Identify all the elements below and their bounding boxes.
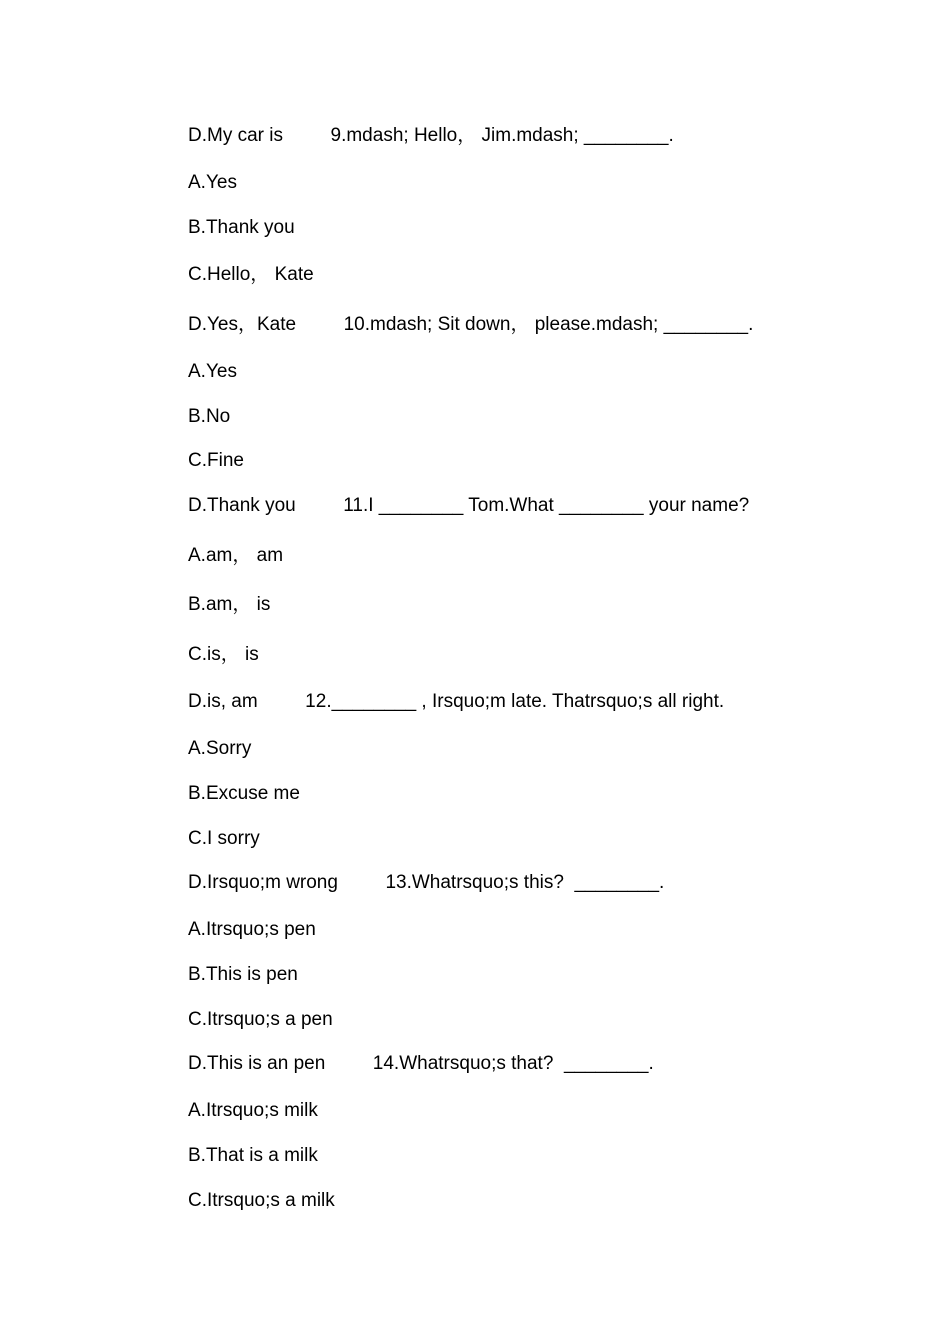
option-line: C.Itrsquo;s a milk <box>188 1190 335 1211</box>
option-line: A.Itrsquo;s milk <box>188 1100 318 1121</box>
option-line: C.Itrsquo;s a pen <box>188 1009 333 1030</box>
question-12-line: D.is, am 12.________ , Irsquo;m late. Thatrsquo;s all right. <box>188 691 725 712</box>
option-line: B.Excuse me <box>188 783 300 804</box>
option-line: A.Sorry <box>188 738 252 759</box>
option-line: B.Thank you <box>188 217 295 238</box>
option-line: C.Hello， Kate <box>188 264 314 285</box>
question-9-line: D.My car is 9.mdash; Hello， Jim.mdash; ________. <box>188 125 674 146</box>
option-line: B.That is a milk <box>188 1145 318 1166</box>
question-13-line: D.Irsquo;m wrong 13.Whatrsquo;s this? ________. <box>188 872 665 893</box>
option-line: B.This is pen <box>188 964 298 985</box>
option-line: A.Yes <box>188 361 237 382</box>
option-line: B.No <box>188 406 231 427</box>
option-line: C.is， is <box>188 644 259 665</box>
question-10-line: D.Yes，Kate 10.mdash; Sit down， please.mdash; ________. <box>188 314 754 335</box>
question-14-line: D.This is an pen 14.Whatrsquo;s that? ________. <box>188 1053 654 1074</box>
option-line: A.am， am <box>188 545 284 566</box>
option-line: C.Fine <box>188 450 244 471</box>
option-line: B.am， is <box>188 594 271 615</box>
option-line: C.I sorry <box>188 828 260 849</box>
option-line: A.Yes <box>188 172 237 193</box>
question-11-line: D.Thank you 11.I ________ Tom.What ________ your name? <box>188 495 750 516</box>
option-line: A.Itrsquo;s pen <box>188 919 316 940</box>
